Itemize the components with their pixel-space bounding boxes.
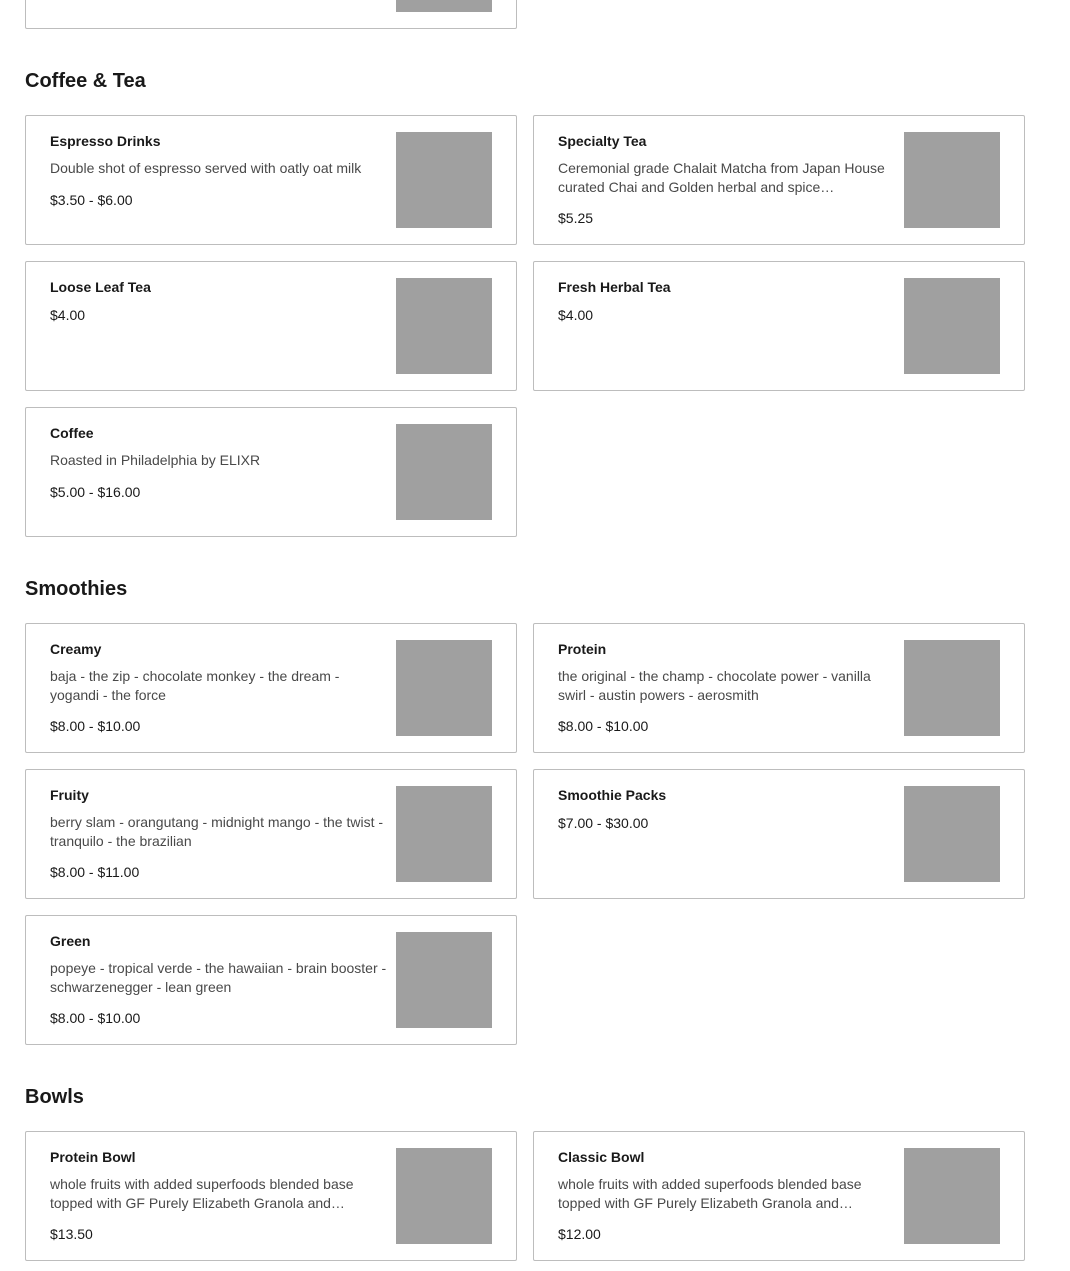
item-image-placeholder <box>396 1148 492 1244</box>
item-name: Green <box>50 933 91 949</box>
menu-item-card[interactable] <box>25 1131 517 1261</box>
item-image-placeholder <box>904 786 1000 882</box>
section-title-smoothies: Smoothies <box>25 578 128 600</box>
item-description: whole fruits with added superfoods blended base topped with GF Purely Elizabeth Granola and… <box>50 1176 354 1211</box>
item-image-placeholder <box>904 640 1000 736</box>
item-image-placeholder <box>396 278 492 374</box>
item-name: Protein Bowl <box>50 1149 136 1165</box>
item-price: $4.00 <box>558 307 594 323</box>
menu-item-card[interactable] <box>25 115 517 245</box>
item-price: $5.00 - $16.00 <box>50 484 141 500</box>
item-name: Classic Bowl <box>558 1149 645 1165</box>
item-description: popeye - tropical verde - the hawaiian - brain booster - schwarzenegger - lean green <box>50 960 387 995</box>
item-price: $8.00 - $10.00 <box>50 718 141 734</box>
item-price: $3.50 - $6.00 <box>50 192 133 208</box>
item-image-placeholder <box>396 932 492 1028</box>
item-description: Ceremonial grade Chalait Matcha from Japan House curated Chai and Golden herbal and spice… <box>558 160 885 195</box>
item-price: $8.00 - $10.00 <box>558 718 649 734</box>
item-name: Creamy <box>50 641 102 657</box>
menu-item-card[interactable] <box>533 261 1025 391</box>
item-name: Loose Leaf Tea <box>50 279 151 295</box>
item-description: the original - the champ - chocolate power - vanilla swirl - austin powers - aerosmith <box>558 668 871 703</box>
item-name: Protein <box>558 641 607 657</box>
menu-item-card[interactable] <box>25 407 517 537</box>
item-image-placeholder <box>396 640 492 736</box>
item-price: $12.00 <box>558 1226 601 1242</box>
item-price: $4.00 <box>50 307 86 323</box>
item-description: baja - the zip - chocolate monkey - the dream - yogandi - the force <box>50 668 340 703</box>
item-price: $7.00 - $30.00 <box>558 815 649 831</box>
item-description: Roasted in Philadelphia by ELIXR <box>50 452 261 468</box>
item-name: Coffee <box>50 425 94 441</box>
section-title-bowls: Bowls <box>25 1086 84 1108</box>
item-image-placeholder <box>396 786 492 882</box>
item-description: Double shot of espresso served with oatly oat milk <box>50 160 362 176</box>
item-image-placeholder <box>904 278 1000 374</box>
item-image-placeholder <box>904 1148 1000 1244</box>
item-price: $8.00 - $11.00 <box>50 864 140 880</box>
item-image-placeholder <box>904 132 1000 228</box>
menu-item-card[interactable] <box>25 915 517 1045</box>
item-price: $8.00 - $10.00 <box>50 1010 141 1026</box>
item-image-placeholder <box>396 424 492 520</box>
item-name: Fresh Herbal Tea <box>558 279 671 295</box>
item-description: berry slam - orangutang - midnight mango - the twist - tranquilo - the brazilian <box>50 814 384 849</box>
item-image-placeholder <box>396 0 492 12</box>
menu-item-card[interactable] <box>25 0 517 29</box>
item-image-placeholder <box>396 132 492 228</box>
menu-item-card[interactable] <box>533 623 1025 753</box>
menu-item-card[interactable] <box>533 769 1025 899</box>
menu-item-card[interactable] <box>25 623 517 753</box>
menu-item-card[interactable] <box>25 261 517 391</box>
item-price: $5.25 <box>558 210 594 226</box>
menu-item-card[interactable] <box>25 769 517 899</box>
item-name: Espresso Drinks <box>50 133 161 149</box>
item-name: Fruity <box>50 787 89 803</box>
section-title-coffee-tea: Coffee & Tea <box>25 70 146 92</box>
menu-item-card[interactable] <box>533 115 1025 245</box>
item-name: Specialty Tea <box>558 133 647 149</box>
item-name: Smoothie Packs <box>558 787 667 803</box>
item-description: whole fruits with added superfoods blended base topped with GF Purely Elizabeth Granola and… <box>558 1176 862 1211</box>
menu-item-card[interactable] <box>533 1131 1025 1261</box>
item-price: $13.50 <box>50 1226 93 1242</box>
